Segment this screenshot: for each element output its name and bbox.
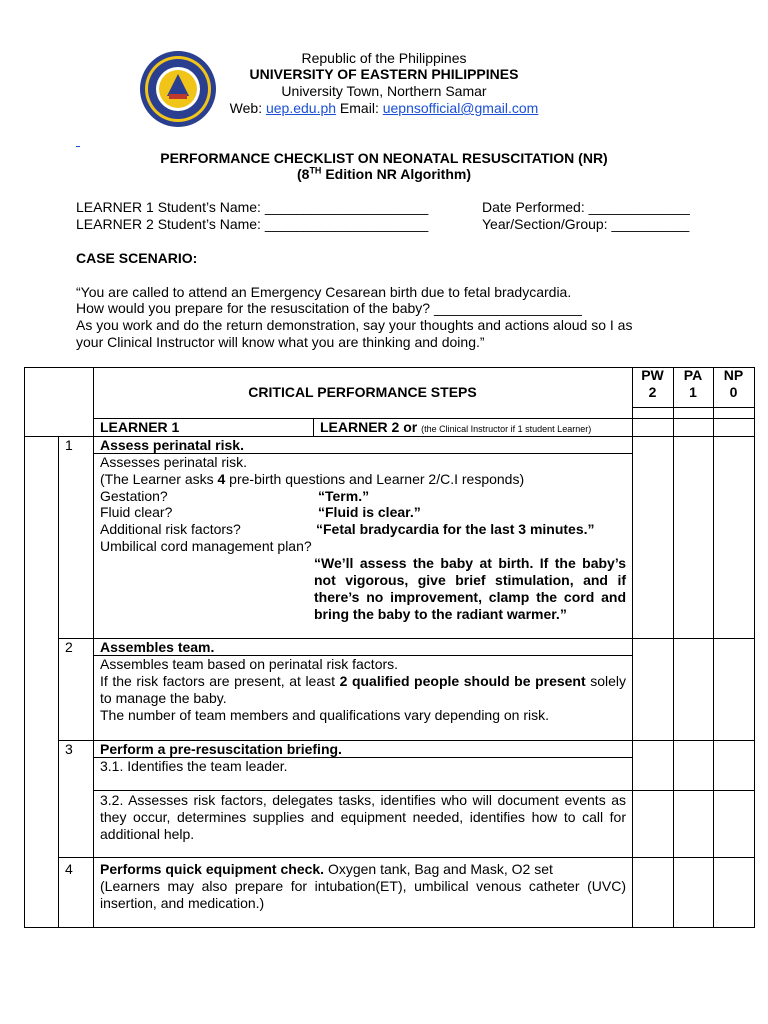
text-part: 4 [217, 471, 226, 487]
learner2-header [320, 419, 591, 438]
step-number: 3 [65, 741, 73, 757]
step-title: Performs quick equipment check. [100, 861, 325, 877]
email-label: Email: [336, 100, 383, 116]
scenario-line-1: “You are called to attend an Emergency Cesarean birth due to fetal bradycardia. [76, 284, 572, 300]
step-text [100, 471, 524, 488]
web-label: Web: [229, 100, 266, 116]
document-title: PERFORMANCE CHECKLIST ON NEONATAL RESUSCITATION (NR) [160, 150, 608, 166]
col-pa-score: 1 [689, 384, 697, 400]
step-text [100, 673, 626, 707]
email-link[interactable]: uepnsofficial@gmail.com [382, 100, 539, 116]
step-title: Assembles team. [100, 639, 215, 655]
step-number: 1 [65, 437, 73, 453]
question: Fluid clear? [100, 504, 173, 520]
university-address: University Town, Northern Samar [281, 83, 487, 99]
answer: “Fluid is clear.” [318, 504, 421, 520]
step-title-line [100, 861, 553, 878]
scenario-line-4: your Clinical Instructor will know what you are thinking and doing.” [76, 334, 485, 350]
answer: “Term.” [318, 488, 370, 504]
step-text: (Learners may also prepare for intubation(ET), umbilical venous catheter (UVC) insertion, and medication.) [100, 878, 626, 911]
col-np-code: NP [723, 367, 744, 383]
learner1-name-field: LEARNER 1 Student’s Name: _____________________ [76, 199, 429, 215]
learner2-name-field: LEARNER 2 Student’s Name: _____________________ [76, 216, 429, 232]
col-pw-code: PW [641, 367, 664, 383]
question: Gestation? [100, 488, 168, 504]
section-field: Year/Section/Group: __________ [482, 216, 690, 232]
text-part: If the risk factors are present, at least [100, 673, 340, 689]
question: Umbilical cord management plan? [100, 538, 312, 554]
table-title: CRITICAL PERFORMANCE STEPS [248, 384, 477, 400]
step-number: 4 [65, 861, 73, 877]
stray-link-mark [76, 146, 80, 147]
republic-line: Republic of the Philippines [301, 50, 467, 66]
text-part: 2 qualified people should be present [339, 673, 586, 689]
web-link[interactable]: uep.edu.ph [265, 100, 337, 116]
step-title: Assess perinatal risk. [100, 437, 244, 453]
university-name: UNIVERSITY OF EASTERN PHILIPPINES [249, 66, 519, 82]
learner2-label: LEARNER 2 or [320, 419, 422, 435]
date-performed-field: Date Performed: _____________ [482, 199, 690, 215]
text-part: pre-birth questions and Learner 2/C.I responds) [225, 471, 525, 487]
text-part: Oxygen tank, Bag and Mask, O2 set [324, 861, 553, 877]
step-number: 2 [65, 639, 73, 655]
step-text: 3.1. Identifies the team leader. [100, 758, 288, 774]
learner2-note: (the Clinical Instructor if 1 student Learner) [421, 424, 592, 434]
case-scenario-heading: CASE SCENARIO: [76, 250, 198, 266]
document-subtitle [0, 166, 768, 183]
col-np-score: 0 [729, 384, 738, 400]
scenario-line-3: As you work and do the return demonstration, say your thoughts and actions aloud so I as [76, 317, 633, 333]
text-part: solely to manage the baby. [100, 673, 627, 706]
step-text: Assesses perinatal risk. [100, 454, 248, 470]
learner1-header: LEARNER 1 [100, 419, 180, 435]
answer: “We’ll assess the baby at birth. If the baby’s not vigorous, give brief stimulation, and if there’s no improvement, clamp the cord and bring the baby to the radiant warmer.” [314, 555, 626, 622]
subtitle-open: (8 [296, 166, 310, 182]
subtitle-sup: TH [309, 165, 322, 176]
col-pw-score: 2 [648, 384, 657, 400]
text-part: (The Learner asks [100, 471, 218, 487]
step-title: Perform a pre-resuscitation briefing. [100, 741, 342, 757]
contact-line [0, 100, 768, 117]
question: Additional risk factors? [100, 521, 241, 537]
answer: “Fetal bradycardia for the last 3 minutes.” [316, 521, 595, 537]
subtitle-rest: Edition NR Algorithm) [321, 166, 472, 182]
step-text: The number of team members and qualifications vary depending on risk. [100, 707, 550, 723]
scenario-line-2: How would you prepare for the resuscitation of the baby? ___________________ [76, 300, 582, 316]
col-pa-code: PA [683, 367, 703, 383]
step-text: Assembles team based on perinatal risk factors. [100, 656, 399, 672]
step-text: 3.2. Assesses risk factors, delegates tasks, identifies who will document events as they occur, determines supplies and equipment needed, identifies how to call for additional help. [100, 792, 626, 842]
